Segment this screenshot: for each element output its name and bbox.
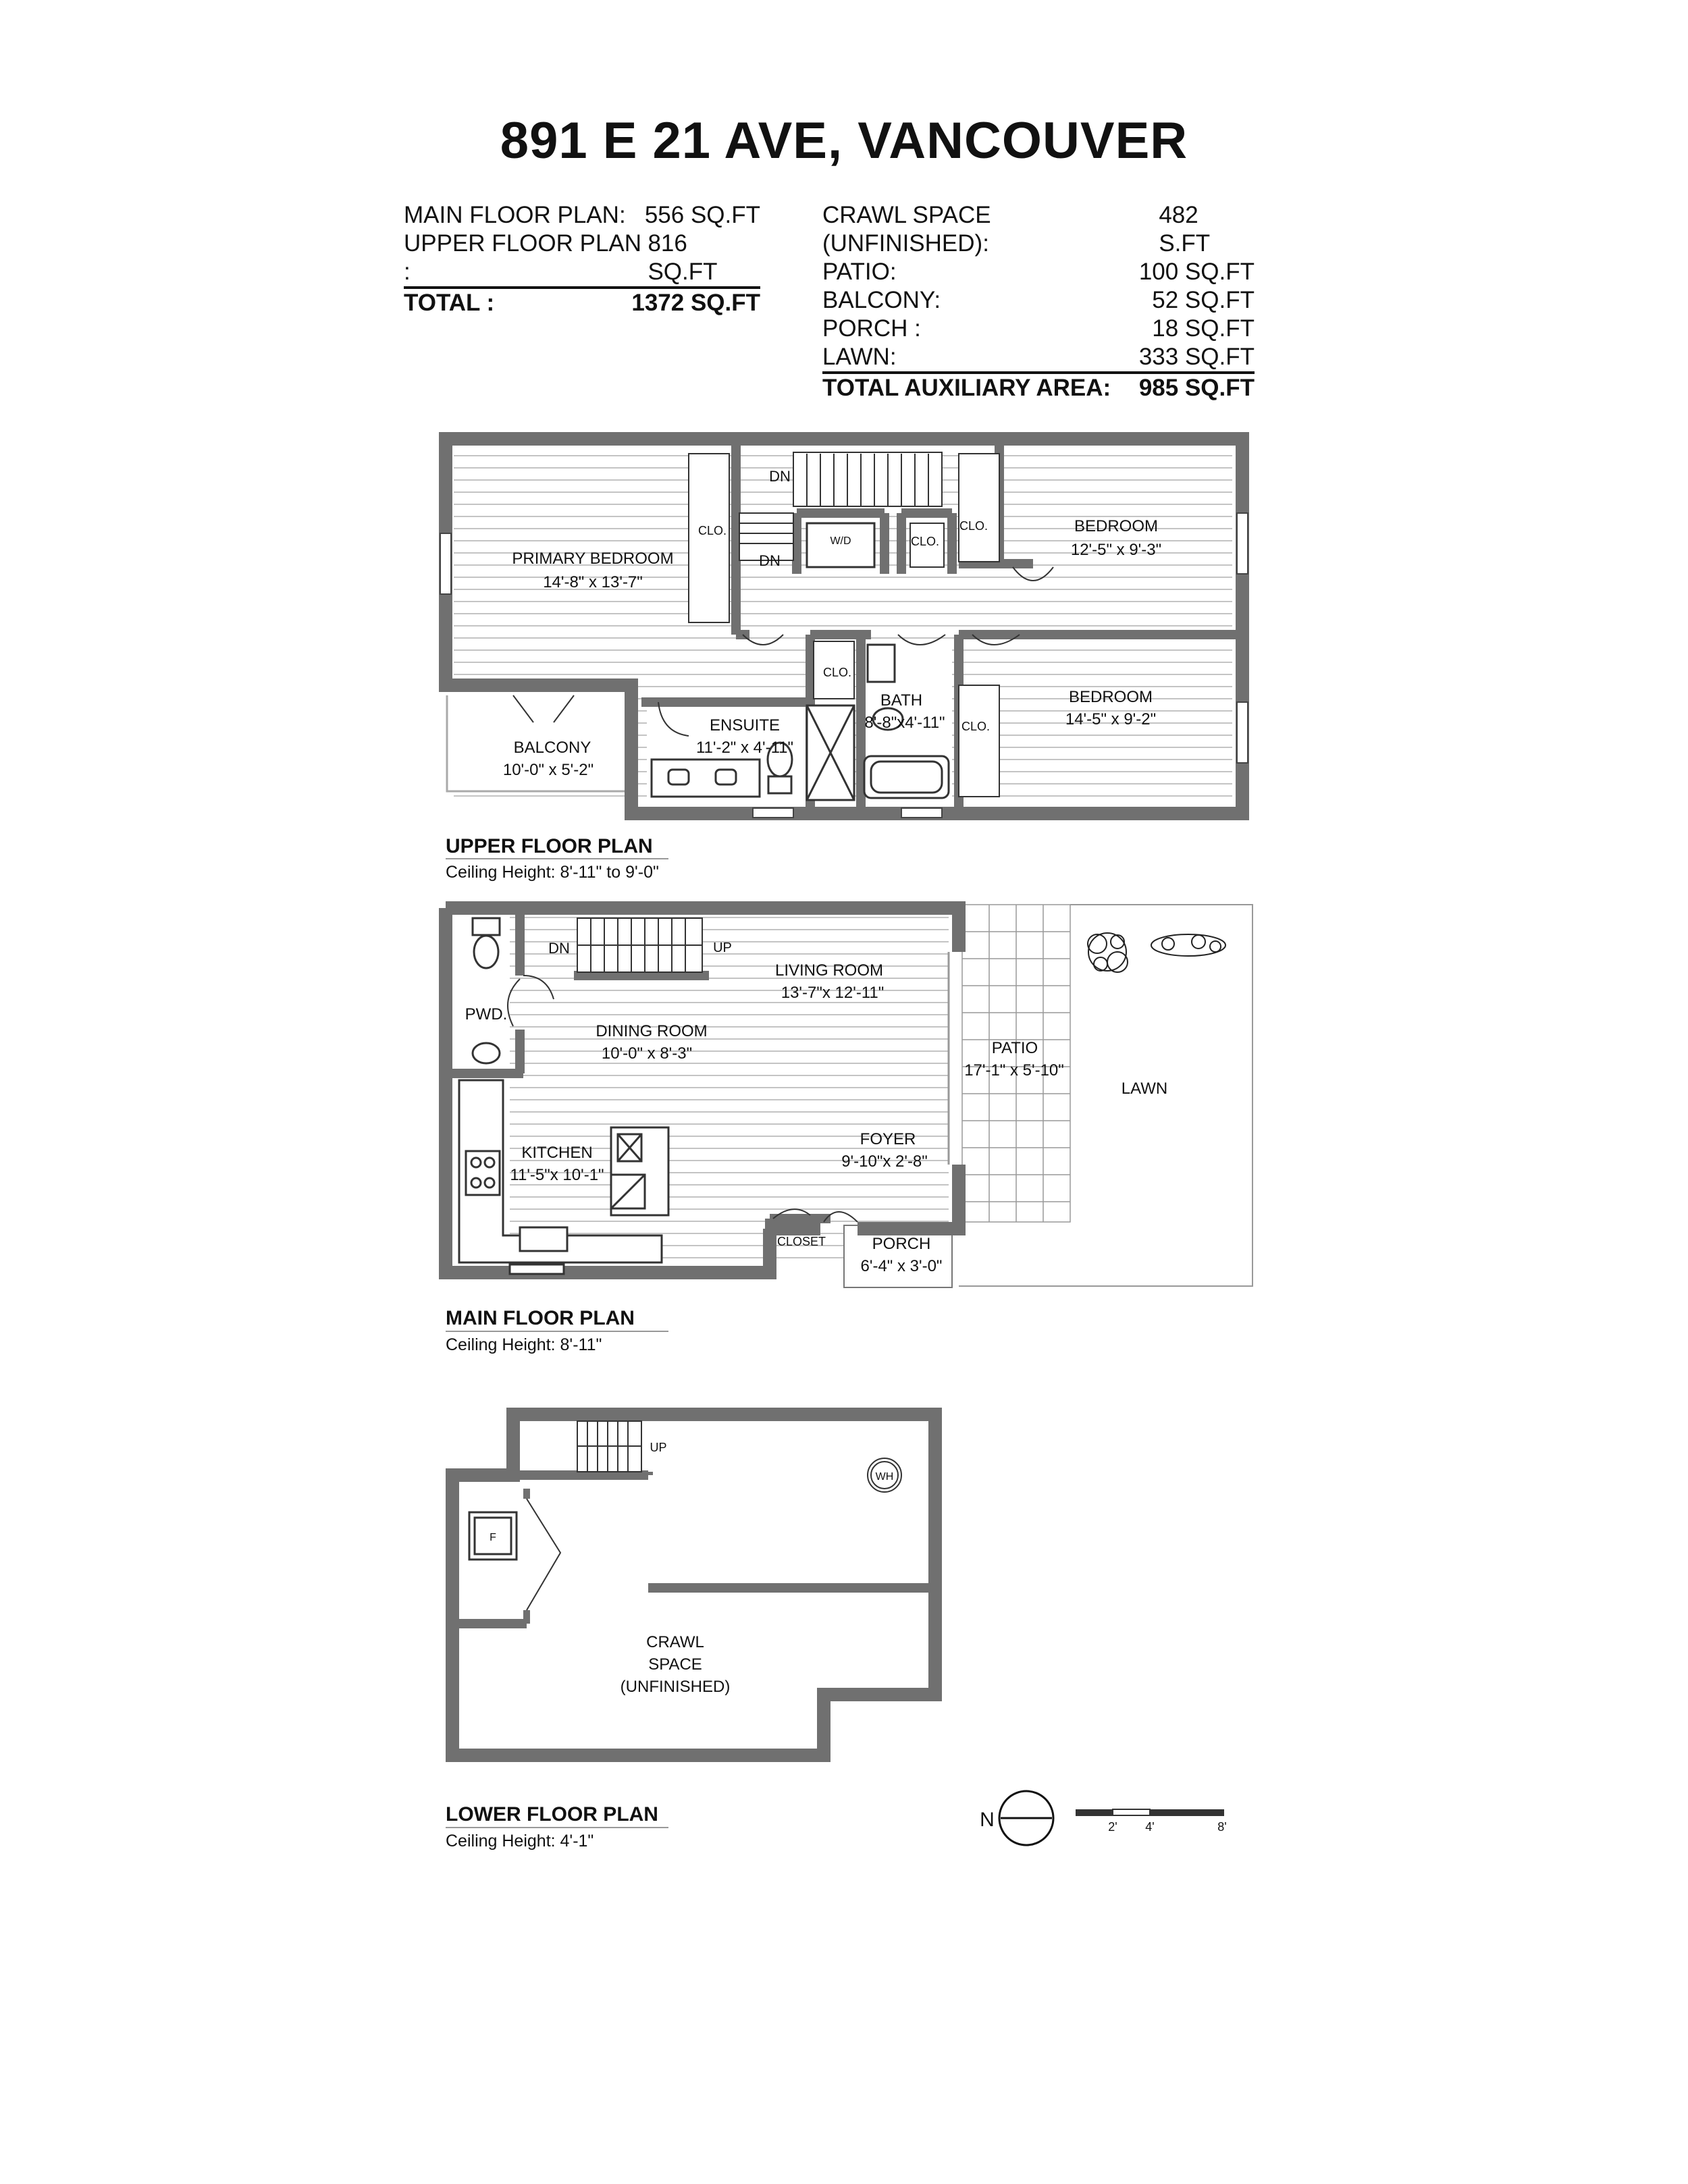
closet-label: CLO.	[961, 720, 991, 733]
room-label: SPACE	[648, 1655, 702, 1674]
scale-tick: 8'	[1217, 1820, 1227, 1834]
stair-label: DN	[769, 468, 791, 485]
upper-plan-title: UPPER FLOOR PLAN	[446, 835, 653, 857]
room-dims: 6'-4" x 3'-0"	[860, 1257, 943, 1275]
lower-stairs	[577, 1421, 641, 1472]
main-ceiling-height: Ceiling Height: 8'-11"	[446, 1335, 602, 1354]
room-dims: 11'-5"x 10'-1"	[510, 1166, 604, 1184]
room-dims: 9'-10"x 2'-8"	[841, 1152, 928, 1171]
room-label: PRIMARY BEDROOM	[512, 550, 674, 568]
area-row: LAWN: 333 SQ.FT	[822, 344, 1255, 370]
room-label: BEDROOM	[1074, 517, 1159, 535]
stair-label: UP	[650, 1441, 667, 1454]
area-total: TOTAL : 1372 SQ.FT	[404, 286, 760, 317]
room-label: LAWN	[1121, 1080, 1168, 1098]
page-title: 891 E 21 AVE, VANCOUVER	[500, 112, 1188, 169]
lower-ceiling-height: Ceiling Height: 4'-1"	[446, 1832, 594, 1850]
scale-tick: 4'	[1145, 1820, 1155, 1834]
room-label: FOYER	[860, 1130, 916, 1148]
stair-label: DN	[759, 552, 781, 569]
closet-label: CLO.	[822, 666, 852, 679]
lower-plan-title: LOWER FLOOR PLAN	[446, 1803, 658, 1826]
closet-label: CLO.	[959, 519, 988, 533]
room-dims: 14'-8" x 13'-7"	[543, 573, 643, 591]
area-row: MAIN FLOOR PLAN: 556 SQ.FT	[404, 202, 760, 228]
scale-tick: 2'	[1108, 1820, 1117, 1834]
upper-ceiling-height: Ceiling Height: 8'-11" to 9'-0"	[446, 863, 659, 882]
powder-room-fixtures	[473, 918, 500, 1063]
room-label: BATH	[880, 691, 923, 710]
room-dims: 8'-8"x4'-11"	[864, 714, 945, 732]
room-label: LIVING ROOM	[774, 961, 884, 980]
room-label: BALCONY	[513, 739, 591, 757]
room-label: BEDROOM	[1068, 688, 1153, 706]
room-dims: 11'-2" x 4'-11"	[695, 739, 794, 757]
lower-door	[527, 1499, 560, 1610]
main-plan-title: MAIN FLOOR PLAN	[446, 1307, 635, 1329]
stair-label: UP	[713, 940, 732, 955]
room-dims: 10'-0" x 5'-2"	[502, 761, 594, 779]
area-row: BALCONY: 52 SQ.FT	[822, 287, 1255, 313]
area-row: PORCH : 18 SQ.FT	[822, 315, 1255, 342]
shrub-icon	[1088, 933, 1225, 972]
room-label: PORCH	[872, 1235, 931, 1253]
closet-label: CLO.	[697, 524, 727, 537]
room-label: KITCHEN	[521, 1144, 593, 1162]
room-label: PATIO	[991, 1039, 1038, 1057]
room-label: DINING ROOM	[596, 1022, 708, 1040]
closet-label: CLOSET	[776, 1235, 826, 1248]
main-floor-plan	[446, 905, 1252, 1354]
room-dims: 13'-7"x 12'-11"	[781, 984, 885, 1002]
area-row: PATIO: 100 SQ.FT	[822, 259, 1255, 285]
scale-bar	[1076, 1809, 1227, 1834]
room-label: CRAWL	[646, 1633, 704, 1651]
room-dims: 10'-0" x 8'-3"	[601, 1044, 693, 1063]
stair-label: DN	[548, 940, 570, 957]
water-heater-label: WH	[875, 1471, 894, 1483]
furnace-label: F	[490, 1532, 496, 1543]
room-label: PWD.	[465, 1005, 508, 1023]
area-total: TOTAL AUXILIARY AREA: 985 SQ.FT	[822, 371, 1255, 402]
north-label: N	[980, 1809, 995, 1831]
room-label: (UNFINISHED)	[620, 1678, 731, 1696]
washer-dryer-label: W/D	[830, 535, 851, 547]
area-row: UPPER FLOOR PLAN : 816 SQ.FT	[404, 230, 718, 285]
lower-floor-plan	[446, 1414, 935, 1850]
room-dims: 12'-5" x 9'-3"	[1070, 541, 1162, 559]
room-label: ENSUITE	[709, 716, 781, 735]
main-stairs	[577, 918, 702, 972]
closet-label: CLO.	[910, 535, 940, 548]
upper-floor-plan	[440, 439, 1248, 882]
area-row: CRAWL SPACE (UNFINISHED): 482 S.FT	[822, 202, 1211, 257]
north-arrow-icon	[980, 1791, 1053, 1845]
room-dims: 17'-1" x 5'-10"	[964, 1061, 1064, 1080]
room-dims: 14'-5" x 9'-2"	[1065, 710, 1157, 728]
